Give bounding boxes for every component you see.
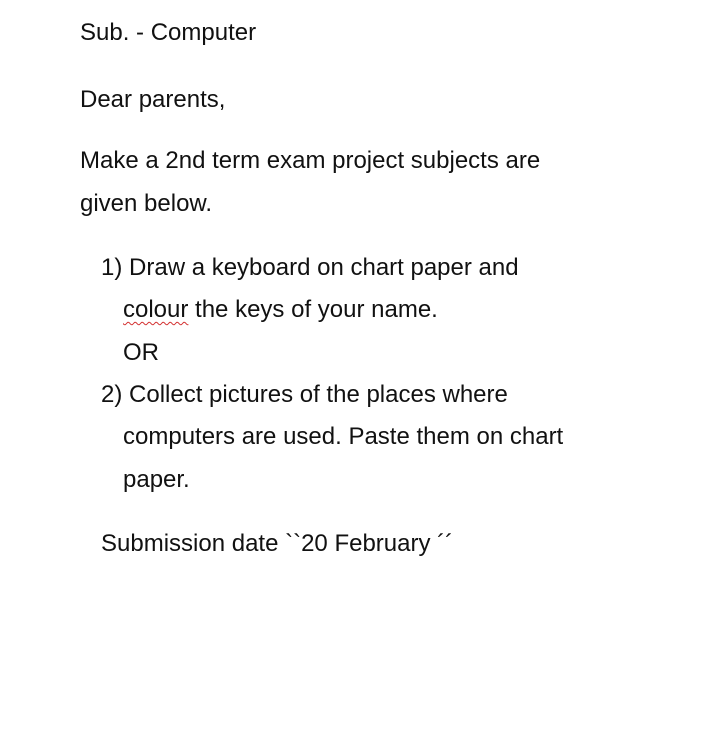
or-separator: OR: [123, 339, 159, 366]
spellcheck-word[interactable]: colour: [123, 296, 189, 323]
item-2-line-2: computers are used. Paste them on chart: [123, 423, 564, 450]
item-2-text: Collect pictures of the places where: [129, 381, 508, 408]
submission-date: Submission date ``20 February ´´: [101, 530, 454, 557]
item-1-number: 1): [101, 254, 123, 281]
item-1-line-2: [123, 295, 438, 325]
subject-line: Sub. - Computer: [80, 19, 257, 46]
intro-line-2: given below.: [80, 190, 213, 217]
item-2-number: 2): [101, 381, 123, 408]
item-2-line-3: paper.: [123, 466, 190, 493]
item-1-text: Draw a keyboard on chart paper and: [129, 254, 519, 281]
intro-line-1: Make a 2nd term exam project subjects are: [80, 147, 541, 174]
greeting: Dear parents,: [80, 86, 226, 113]
item-1-line-1: [101, 253, 519, 283]
item-2-line-1: [101, 380, 508, 410]
item-1-line-2-rest: the keys of your name.: [188, 296, 438, 323]
